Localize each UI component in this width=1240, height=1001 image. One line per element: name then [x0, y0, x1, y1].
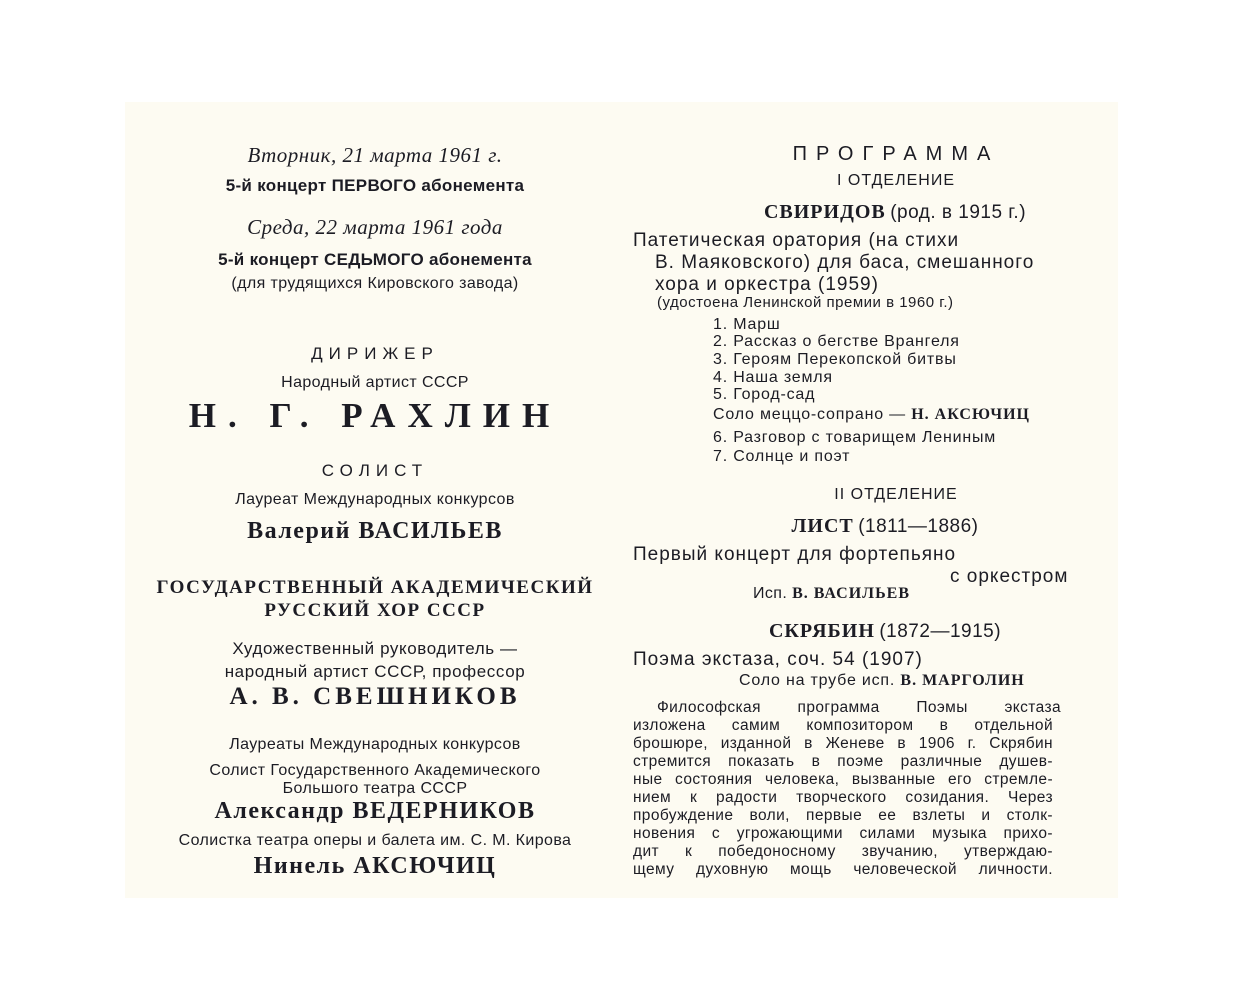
soloist-label: СОЛИСТ: [321, 461, 429, 480]
work1-line1: Патетическая оратория (на стихи: [633, 230, 960, 251]
program-note-line: брошюре, изданной в Женеве в 1906 г. Скрябин: [633, 735, 1053, 752]
work3-title: Поэма экстаза, соч. 54 (1907): [633, 649, 923, 670]
conductor-title: Народный артист СССР: [281, 374, 469, 391]
concert-seventh-subscription: 5-й концерт СЕДЬМОГО абонемента: [218, 250, 532, 269]
part-two-heading: II ОТДЕЛЕНИЕ: [834, 486, 958, 503]
performer-liszt-label: Исп.: [753, 585, 788, 602]
composer-liszt-name: ЛИСТ: [791, 515, 854, 537]
laureates-line: Лауреаты Международных конкурсов: [229, 736, 521, 753]
composer-scriabin: [685, 621, 1085, 641]
composer-scriabin-name: СКРЯБИН: [768, 620, 875, 642]
kirov-soloist-name: Нинель АКСЮЧИЦ: [253, 853, 497, 879]
program-note-line: Философская программа Поэмы экстаза: [657, 699, 1061, 716]
program-title: ПРОГРАММА: [792, 143, 1000, 165]
composer-sviridov: [695, 202, 1095, 222]
concert-seventh-note: (для трудящихся Кировского завода): [231, 275, 519, 292]
choir-title-line2: РУССКИЙ ХОР СССР: [264, 600, 486, 621]
performer-liszt-name: В. ВАСИЛЬЕВ: [792, 585, 911, 602]
trumpet-solo-name: В. МАРГОЛИН: [900, 672, 1025, 689]
date-tuesday: Вторник, 21 марта 1961 г.: [247, 143, 503, 167]
composer-sviridov-name: СВИРИДОВ: [763, 201, 886, 223]
movement-item: 2. Рассказ о бегстве Врангеля: [713, 333, 960, 350]
solo-mezzo-line: [713, 407, 1030, 423]
work1-line2: В. Маяковского) для баса, смешанного: [655, 252, 1035, 273]
work2-line1: Первый концерт для фортепьяно: [633, 544, 957, 565]
concert-program-sheet: [125, 102, 1118, 898]
conductor-name: Н. Г. РАХЛИН: [188, 396, 562, 435]
program-note-line: ные состояния человека, вызванные его стремле-: [633, 771, 1053, 788]
program-note-line: щему духовную мощь человеческой личности.: [633, 861, 1053, 878]
movement-item: 7. Солнце и поэт: [713, 448, 851, 465]
composer-sviridov-years: (род. в 1915 г.): [890, 202, 1027, 223]
movement-item: 3. Героям Перекопской битвы: [713, 351, 957, 368]
bolshoi-soloist-line2: Большого театра СССР: [282, 780, 468, 797]
bolshoi-soloist-name: Александр ВЕДЕРНИКОВ: [214, 798, 536, 824]
work1-prize-note: (удостоена Ленинской премии в 1960 г.): [657, 294, 954, 311]
work2-line2: с оркестром: [950, 566, 1069, 587]
choir-director-name: А. В. СВЕШНИКОВ: [229, 683, 521, 710]
choir-title-line1: ГОСУДАРСТВЕННЫЙ АКАДЕМИЧЕСКИЙ: [156, 577, 594, 598]
choir-director-rank: народный артист СССР, профессор: [224, 662, 526, 681]
concert-first-subscription: 5-й концерт ПЕРВОГО абонемента: [225, 176, 525, 195]
program-note-line: дит к победоносному звучанию, утверждаю-: [633, 843, 1053, 860]
soloist-title: Лауреат Международных конкурсов: [235, 491, 515, 508]
program-note-line: стремится показать в поэме различные душев-: [633, 753, 1053, 770]
kirov-soloist-line: Солистка театра оперы и балета им. С. М. Кирова: [178, 832, 572, 849]
performer-liszt: [753, 586, 910, 602]
right-column: [625, 102, 1118, 898]
date-wednesday: Среда, 22 марта 1961 года: [247, 215, 503, 239]
program-note-line: пробуждение воли, первые ее взлеты и столк-: [633, 807, 1053, 824]
movement-item: 6. Разговор с товарищем Лениным: [713, 429, 997, 446]
program-note-line: новения с угрожающими силами музыка прихо-: [633, 825, 1053, 842]
composer-liszt-years: (1811—1886): [858, 516, 979, 537]
trumpet-solo-line: [739, 673, 1025, 689]
solo-mezzo-label: Соло меццо-сопрано —: [713, 406, 906, 423]
trumpet-solo-label: Соло на трубе исп.: [739, 672, 896, 689]
program-note-line: изложена самим композитором в отдельной: [633, 717, 1053, 734]
movement-item: 4. Наша земля: [713, 369, 833, 386]
solo-mezzo-name: Н. АКСЮЧИЦ: [911, 406, 1030, 423]
bolshoi-soloist-line1: Солист Государственного Академического: [209, 762, 541, 779]
left-column: [125, 102, 625, 898]
movement-item: 5. Город-сад: [713, 386, 816, 403]
program-note-line: нием к радости творческого созидания. Через: [633, 789, 1053, 806]
soloist-name: Валерий ВАСИЛЬЕВ: [247, 518, 503, 544]
movement-item: 1. Марш: [713, 316, 781, 333]
choir-director-title: Художественный руководитель —: [232, 639, 518, 658]
work1-line3: хора и оркестра (1959): [655, 274, 879, 295]
part-one-heading: I ОТДЕЛЕНИЕ: [837, 172, 955, 189]
composer-scriabin-years: (1872—1915): [879, 621, 1002, 642]
composer-liszt: [685, 516, 1085, 536]
conductor-label: ДИРИЖЕР: [311, 344, 439, 363]
